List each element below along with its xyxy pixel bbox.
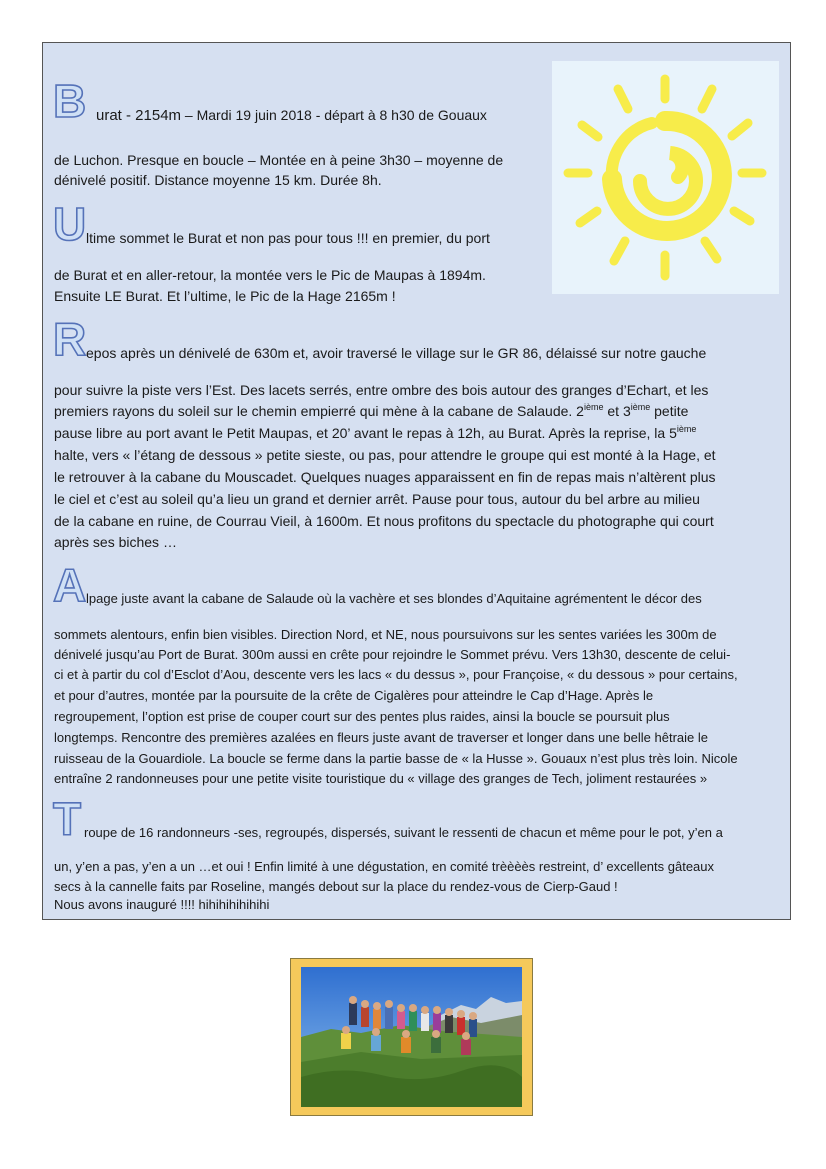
paragraph-2-line-1: ltime sommet le Burat et non pas pour tous !!! en premier, du port bbox=[86, 230, 490, 246]
article-title: urat - 2154m bbox=[96, 107, 182, 124]
paragraph-5-line-1: roupe de 16 randonneurs -ses, regroupés, dispersés, suivant le ressenti de chacun et même pour le pot, y’en a bbox=[84, 825, 723, 840]
paragraph-5-line-4: Nous avons inauguré !!!! hihihihihihihi bbox=[54, 897, 270, 912]
paragraph-3-line-6: le retrouver à la cabane du Mouscadet. Quelques nuages apparaissent en fin de repas mais n’altèrent plus bbox=[54, 469, 716, 485]
paragraph-5-line-2: un, y’en a pas, y’en a un …et oui ! Enfin limité à une dégustation, en comité trèèèès restreint, d’ excellents gâteaux bbox=[54, 859, 715, 874]
paragraph-5-line-3: secs à la cannelle faits par Roseline, mangés debout sur la place du rendez-vous de Cierp-Gaud ! bbox=[54, 879, 618, 894]
dropcap-b: B bbox=[53, 75, 87, 127]
paragraph-2-line-3: Ensuite LE Burat. Et l’ultime, le Pic de la Hage 2165m ! bbox=[54, 288, 396, 304]
paragraph-3-line-9: après ses biches … bbox=[54, 534, 177, 550]
p3-l3-c: petite bbox=[650, 403, 689, 419]
paragraph-3-line-3 bbox=[54, 401, 688, 421]
paragraph-4-line-3: dénivelé jusqu’au Port de Burat. 300m aussi en crête pour rejoindre le Sommet prévu. Vers 13h30, descente de celui- bbox=[54, 647, 731, 662]
photo-frame bbox=[290, 958, 533, 1116]
paragraph-3-line-8: de la cabane en ruine, de Courrau Vieil, à 1600m. Et nous profitons du spectacle du photographe qui court bbox=[54, 513, 714, 529]
article-date: – Mardi 19 juin 2018 - départ à 8 h30 de Gouaux bbox=[181, 107, 487, 123]
dropcap-a: A bbox=[53, 559, 87, 611]
paragraph-4-line-5: et pour d’autres, montée par la poursuite de la crête de Cigalères pour atteindre le Cap d’Hage. Après le bbox=[54, 688, 654, 703]
paragraph-4-line-6: regroupement, l’option est prise de couper court sur des pentes plus raides, ainsi la boucle se poursuit plus bbox=[54, 709, 670, 724]
paragraph-1-line-1 bbox=[96, 105, 487, 126]
p3-l3-b: et 3 bbox=[603, 403, 631, 419]
paragraph-4-line-4: ci et à partir du col d’Esclot d’Aou, descente vers les lacs « du dessus », pour Françoise, « du dessous » pour certains, bbox=[54, 667, 738, 682]
superscript: ième bbox=[583, 402, 604, 412]
paragraph-3-line-1: epos après un dénivelé de 630m et, avoir traversé le village sur le GR 86, délaissé sur notre gauche bbox=[86, 345, 707, 361]
paragraph-4-line-1: lpage juste avant la cabane de Salaude où la vachère et ses blondes d’Aquitaine agrémentent le décor des bbox=[86, 591, 702, 606]
paragraph-4-line-2: sommets alentours, enfin bien visibles. Direction Nord, et NE, nous poursuivons sur les sentes variées les 300m de bbox=[54, 627, 717, 642]
paragraph-4-line-7: longtemps. Rencontre des premières azalées en fleurs juste avant de traverser et longer dans une belle hêtraie le bbox=[54, 730, 708, 745]
paragraph-4-line-8: ruisseau de la Gouardiole. La boucle se ferme dans la partie basse de « la Husse ». Gouaux n’est plus très loin. Nicole bbox=[54, 751, 738, 766]
paragraph-3-line-4 bbox=[54, 423, 696, 443]
paragraph-3-line-2: pour suivre la piste vers l’Est. Des lacets serrés, entre ombre des bois autour des granges d’Echart, et les bbox=[54, 382, 709, 398]
p3-l3-a: premiers rayons du soleil sur le chemin empierré qui mène à la cabane de Salaude. 2 bbox=[54, 403, 584, 419]
p3-l4-a: pause libre au port avant le Petit Maupas, et 20’ avant le repas à 12h, au Burat. Après la reprise, la 5 bbox=[54, 425, 677, 441]
dropcap-t: T bbox=[53, 793, 82, 845]
superscript: ième bbox=[676, 424, 697, 434]
paragraph-1-line-2: de Luchon. Presque en boucle – Montée en à peine 3h30 – moyenne de bbox=[54, 152, 504, 168]
paragraph-2-line-2: de Burat et en aller-retour, la montée vers le Pic de Maupas à 1894m. bbox=[54, 267, 486, 283]
paragraph-1-line-3: dénivelé positif. Distance moyenne 15 km. Durée 8h. bbox=[54, 172, 382, 188]
paragraph-3-line-5: halte, vers « l’étang de dessous » petite sieste, ou pas, pour attendre le groupe qui est monté à la Hage, et bbox=[54, 447, 716, 463]
group-photo bbox=[301, 967, 522, 1107]
paragraph-4-line-9: entraîne 2 randonneuses pour une petite visite touristique du « village des granges de Tech, joliment restaurées » bbox=[54, 771, 708, 786]
paragraph-3-line-7: le ciel et c’est au soleil qu’a lieu un grand et dernier arrêt. Pause pour tous, autour du bel arbre au milieu bbox=[54, 491, 700, 507]
sun-icon bbox=[552, 61, 779, 294]
dropcap-u: U bbox=[53, 198, 87, 250]
dropcap-r: R bbox=[53, 313, 87, 365]
photo-icon bbox=[301, 967, 522, 1107]
superscript: ième bbox=[630, 402, 651, 412]
sun-image bbox=[552, 61, 779, 294]
